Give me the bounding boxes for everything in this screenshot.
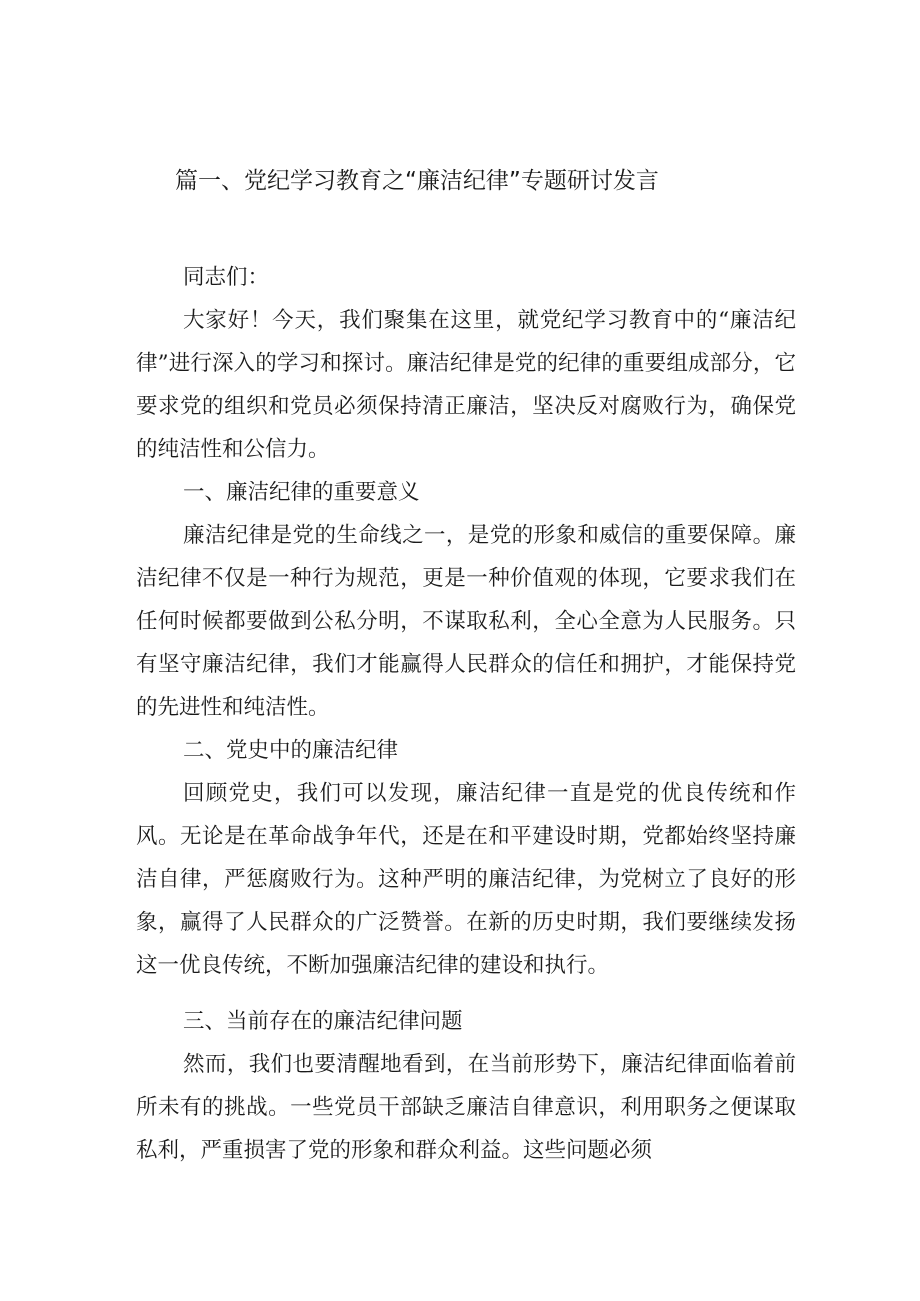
section-paragraph-1: 廉洁纪律是党的生命线之一，是党的形象和威信的重要保障。廉洁纪律不仅是一种行为规范，更是一种价值观的体现，它要求我们在任何时候都要做到公私分明，不谋取私利，全心全意为人民服务。只有坚守廉洁纪律，我们才能赢得人民群众的信任和拥护，才能保持党的先进性和纯洁性。: [136, 523, 796, 720]
section-heading-3: 三、当前存在的廉洁纪律问题: [183, 1009, 463, 1034]
section-heading-2: 二、党史中的廉洁纪律: [183, 738, 399, 763]
intro-paragraph: 大家好！今天，我们聚集在这里，就党纪学习教育中的“廉洁纪律”进行深入的学习和探讨。廉洁纪律是党的纪律的重要组成部分，它要求党的组织和党员必须保持清正廉洁，坚决反对腐败行为，确保党的纯洁性和公信力。: [136, 308, 796, 462]
section-paragraph-3: 然而，我们也要清醒地看到，在当前形势下，廉洁纪律面临着前所未有的挑战。一些党员干部缺乏廉洁自律意识，利用职务之便谋取私利，严重损害了党的形象和群众利益。这些问题必须: [136, 1052, 796, 1163]
document-body: [136, 256, 796, 1172]
document-title: 篇一、党纪学习教育之“廉洁纪律”专题研讨发言: [175, 168, 659, 194]
section-heading-1: 一、廉洁纪律的重要意义: [183, 480, 420, 505]
section-paragraph-2: 回顾党史，我们可以发现，廉洁纪律一直是党的优良传统和作风。无论是在革命战争年代，还是在和平建设时期，党都始终坚持廉洁自律，严惩腐败行为。这种严明的廉洁纪律，为党树立了良好的形象，赢得了人民群众的广泛赞誉。在新的历史时期，我们要继续发扬这一优良传统，不断加强廉洁纪律的建设和执行。: [136, 781, 796, 978]
greeting: 同志们：: [183, 265, 270, 290]
